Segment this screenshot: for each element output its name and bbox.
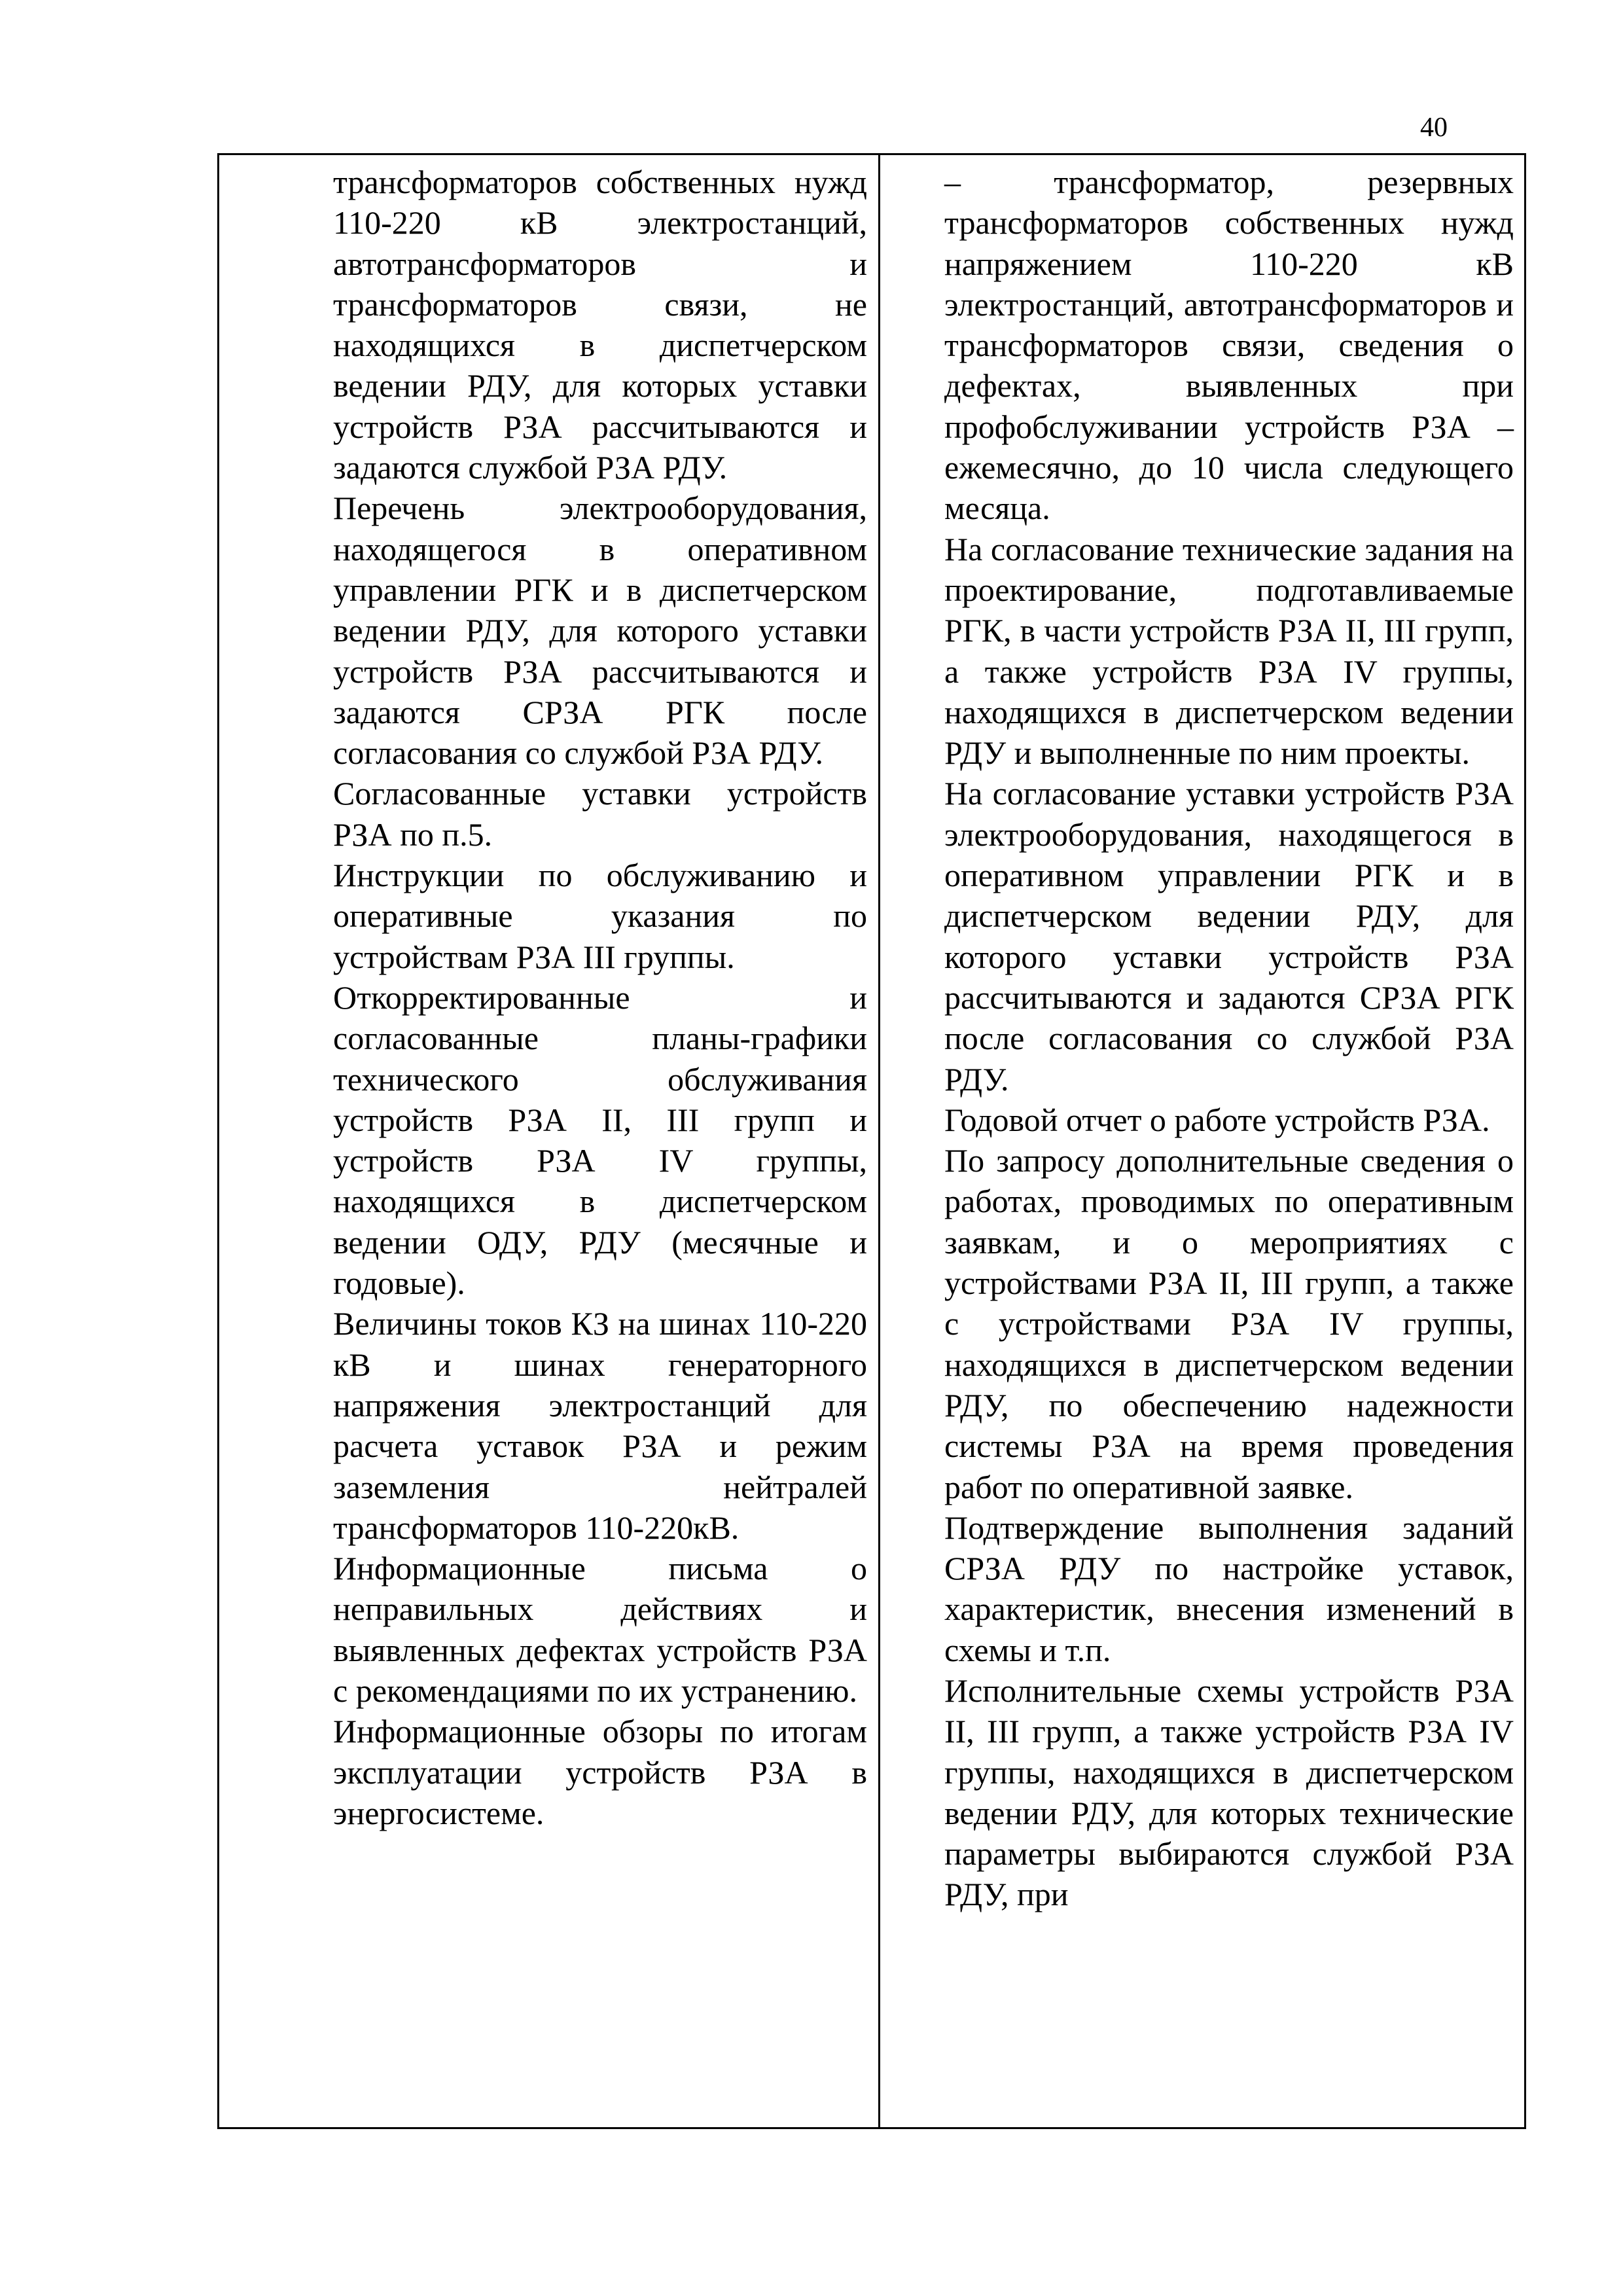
left-paragraph: Согласованные уставки устройств РЗА по п.5. (333, 775, 867, 853)
left-paragraph: Откорректированные и согласованные планы-графики технического обслуживания устройств РЗА II, III групп и устройств РЗА IV группы, находящихся в диспетчерском ведении ОДУ, РДУ (месячные и годовые). (333, 978, 867, 1302)
right-column (944, 162, 1514, 1915)
right-paragraph: Годовой отчет о работе устройств РЗА. (944, 1101, 1490, 1138)
left-paragraph: Перечень электрооборудования, находящегося в оперативном управлении РГК и в диспетчерском ведении РДУ, для которого уставки устройств РЗА рассчитываются и задаются СРЗА РГК после согласования со службой РЗА РДУ. (333, 490, 867, 772)
right-paragraph: По запросу дополнительные сведения о работах, проводимых по оперативным заявкам, и о мероприятиях с устройствами РЗА II, III групп, а также с устройствами РЗА IV группы, находящихся в диспетчерском ведении РДУ, по обеспечению надежности системы РЗА на время проведения работ по оперативной заявке. (944, 1142, 1514, 1505)
column-divider (878, 155, 880, 2127)
left-paragraph: Величины токов КЗ на шинах 110-220 кВ и шинах генераторного напряжения электростанций для расчета уставок РЗА и режим заземления нейтралей трансформаторов 110-220кВ. (333, 1305, 867, 1546)
left-paragraph: Инструкции по обслуживанию и оперативные указания по устройствам РЗА III группы. (333, 857, 867, 975)
document-table (217, 153, 1526, 2129)
right-paragraph: На согласование уставки устройств РЗА электрооборудования, находящегося в оперативном управлении РГК и в диспетчерском ведении РДУ, для которого уставки устройств РЗА рассчитываются и задаются СРЗА РГК после согласования со службой РЗА РДУ. (944, 775, 1514, 1098)
left-paragraph: трансформаторов собственных нужд 110-220 кВ электростанций, автотрансформаторов и трансформаторов связи, не находящихся в диспетчерском ведении РДУ, для которых уставки устройств РЗА рассчитываются и задаются службой РЗА РДУ. (333, 164, 867, 486)
page-number: 40 (1420, 113, 1448, 143)
right-paragraph: На согласование технические задания на проектирование, подготавливаемые РГК, в части устройств РЗА II, III групп, а также устройств РЗА IV группы, находящихся в диспетчерском ведении РДУ и выполненные по ним проекты. (944, 530, 1514, 772)
right-paragraph: – трансформатор, резервных трансформаторов собственных нужд напряжением 110-220 кВ электростанций, автотрансформаторов и трансформаторов связи, сведения о дефектах, выявленных при профобслуживании устройств РЗА – ежемесячно, до 10 числа следующего месяца. (944, 164, 1514, 527)
left-paragraph: Информационные обзоры по итогам эксплуатации устройств РЗА в энергосистеме. (333, 1713, 867, 1831)
right-paragraph: Подтверждение выполнения заданий СРЗА РДУ по настройке уставок, характеристик, внесения изменений в схемы и т.п. (944, 1509, 1514, 1668)
left-paragraph: Информационные письма о неправильных действиях и выявленных дефектах устройств РЗА с рекомендациями по их устранению. (333, 1550, 867, 1709)
left-column (333, 162, 867, 1833)
right-paragraph: Исполнительные схемы устройств РЗА II, III групп, а также устройств РЗА IV группы, находящихся в диспетчерском ведении РДУ, для которых технические параметры выбираются службой РЗА РДУ, при (944, 1672, 1514, 1913)
